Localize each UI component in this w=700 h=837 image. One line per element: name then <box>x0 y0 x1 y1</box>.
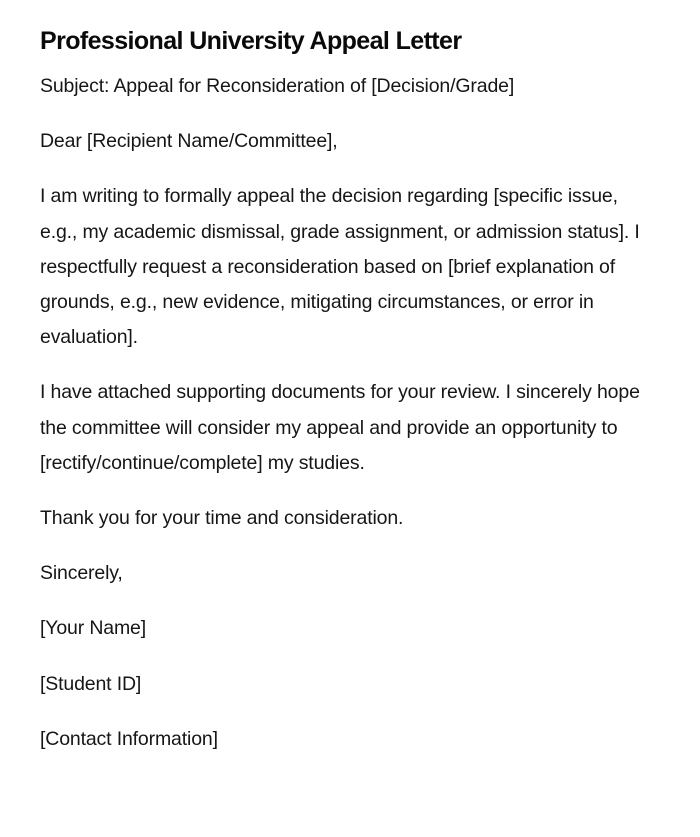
signature-name: [Your Name] <box>40 617 147 640</box>
signature-student-id: [Student ID] <box>40 672 142 695</box>
subject-line: Subject: Appeal for Reconsideration of [Decision/Grade] <box>40 75 515 97</box>
document-title: Professional University Appeal Letter <box>40 27 462 55</box>
salutation: Dear [Recipient Name/Committee], <box>40 130 338 153</box>
signature-contact: [Contact Information] <box>40 727 218 750</box>
body-paragraph-3: Thank you for your time and consideration. <box>40 507 404 530</box>
body-paragraph-2: I have attached supporting documents for your review. I sincerely hope the committee will consider my appeal and provide an opportunity to [rectify/continue/complete] my studies. <box>40 381 640 474</box>
closing: Sincerely, <box>40 562 123 585</box>
body-paragraph-1: I am writing to formally appeal the decision regarding [specific issue, e.g., my academic dismissal, grade assignment, or admission status]. I respectfully request a reconsideration based on [brief explanation of grounds, e.g., new evidence, mitigating circumstances, or error in evaluation]. <box>40 185 640 349</box>
